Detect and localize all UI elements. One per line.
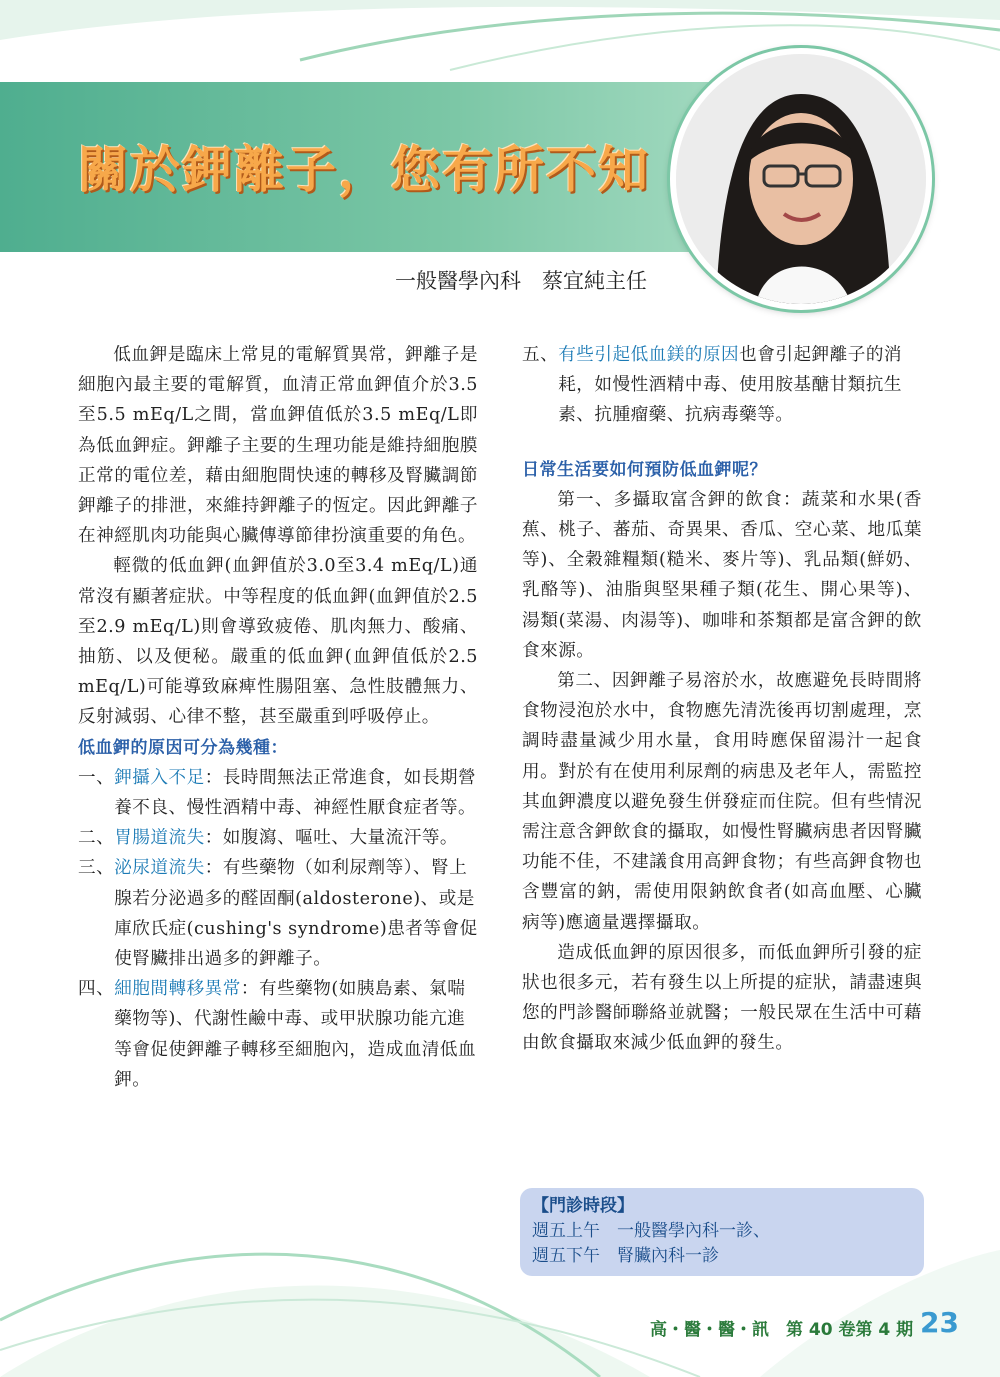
clinic-hours-line: 週五下午 腎臟內科一診 xyxy=(532,1246,719,1266)
list-item xyxy=(78,974,478,1095)
list-item xyxy=(78,763,478,823)
journal-footer: 高・醫・醫・訊 第 40 卷第 4 期 xyxy=(650,1320,914,1340)
list-item xyxy=(78,853,478,974)
right-column xyxy=(522,340,922,1059)
left-column xyxy=(78,340,478,1095)
prevention-heading: 日常生活要如何預防低血鉀呢？ xyxy=(522,459,767,480)
item-number: 五、 xyxy=(522,345,559,365)
prevention-paragraph-2: 第二、因鉀離子易溶於水，故應避免長時間將食物浸泡於水中，食物應先清洗後再切割處理，烹調時盡量減少用水量，食用時應保留湯汁一起食用。對於有在使用利尿劑的病患及老年人，需監控其血鉀濃度以避免發生併發症而住院。但有些情況需注意含鉀飲食的攝取，如慢性腎臟病患者因腎臟功能不佳，不建議食用高鉀食物；有些高鉀食物也含豐富的鈉，需使用限鈉飲食者(如高血壓、心臟病等)應適量選擇攝取。 xyxy=(522,671,922,933)
item-number: 二、 xyxy=(78,828,115,849)
item-keyword: 胃腸道流失 xyxy=(114,828,205,849)
item-text: ：有些藥物（如利尿劑等）、腎上腺若分泌過多的醛固酮(aldosterone)、或是庫欣氏症(cushing's syndrome)患者等會促使腎臟排出過多的鉀離子。 xyxy=(114,858,478,970)
item-keyword: 泌尿道流失 xyxy=(114,858,205,879)
item-number: 四、 xyxy=(78,979,115,1000)
causes-heading: 低血鉀的原因可分為幾種： xyxy=(78,737,288,758)
author-photo xyxy=(670,48,932,310)
page-number: 23 xyxy=(920,1306,959,1339)
item-keyword: 鉀攝入不足 xyxy=(114,767,205,788)
item-text: ：有些藥物(如胰島素、氣喘藥物等)、代謝性鹼中毒、或甲狀腺功能亢進等會促使鉀離子轉移至細胞內，造成血清低血鉀。 xyxy=(114,979,477,1090)
portrait-illustration xyxy=(676,54,926,304)
conclusion-paragraph: 造成低血鉀的原因很多，而低血鉀所引發的症狀也很多元，若有發生以上所提的症狀，請盡速與您的門診醫師聯絡並就醫；一般民眾在生活中可藉由飲食攝取來減少低血鉀的發生。 xyxy=(522,942,922,1054)
clinic-hours-box xyxy=(520,1188,924,1276)
item-text: 也會引起鉀離子的消耗，如慢性酒精中毒、使用胺基醣甘類抗生素、抗腫瘤藥、抗病毒藥等。 xyxy=(558,345,903,426)
item-number: 一、 xyxy=(78,767,115,788)
intro-paragraph: 低血鉀是臨床上常見的電解質異常，鉀離子是細胞內最主要的電解質，血清正常血鉀值介於3.5至5.5 mEq/L之間，當血鉀值低於3.5 mEq/L即為低血鉀症。鉀離子主要的生理功能是維持細胞膜正常的電位差，藉由細胞間快速的轉移及腎臟調節鉀離子的排泄，來維持鉀離子的恆定。因此鉀離子在神經肌肉功能與心臟傳導節律扮演重要的角色。 xyxy=(78,345,478,547)
severity-paragraph: 輕微的低血鉀(血鉀值於3.0至3.4 mEq/L)通常沒有顯著症狀。中等程度的低血鉀(血鉀值於2.5至2.9 mEq/L)則會導致疲倦、肌肉無力、酸痛、抽筋、以及便秘。嚴重的低血鉀(血鉀值低於2.5 mEq/L)可能導致麻痺性腸阻塞、急性肢體無力、反射減弱、心律不整，甚至嚴重到呼吸停止。 xyxy=(78,556,478,728)
item-keyword: 有些引起低血鎂的原因 xyxy=(558,345,740,365)
author-byline: 一般醫學內科 蔡宜純主任 xyxy=(395,269,647,293)
item-keyword: 細胞間轉移異常 xyxy=(114,979,241,1000)
clinic-hours-line: 週五上午 一般醫學內科一診、 xyxy=(532,1221,770,1241)
list-item xyxy=(78,823,478,853)
clinic-hours-title: 【門診時段】 xyxy=(532,1196,634,1216)
page-title: 關於鉀離子，您有所不知 xyxy=(78,141,650,199)
list-item xyxy=(522,340,922,431)
prevention-paragraph-1: 第一、多攝取富含鉀的飲食：蔬菜和水果(香蕉、桃子、蕃茄、奇異果、香瓜、空心菜、地瓜葉等)、全穀雜糧類(糙米、麥片等)、乳品類(鮮奶、乳酪等)、油脂與堅果種子類(花生、開心果等)、湯類(菜湯、肉湯等)、咖啡和茶類都是富含鉀的飲食來源。 xyxy=(522,489,922,661)
item-text: ：如腹瀉、嘔吐、大量流汗等。 xyxy=(204,828,459,849)
item-number: 三、 xyxy=(78,858,115,879)
item-text: ：長時間無法正常進食，如長期營養不良、慢性酒精中毒、神經性厭食症者等。 xyxy=(114,767,477,819)
